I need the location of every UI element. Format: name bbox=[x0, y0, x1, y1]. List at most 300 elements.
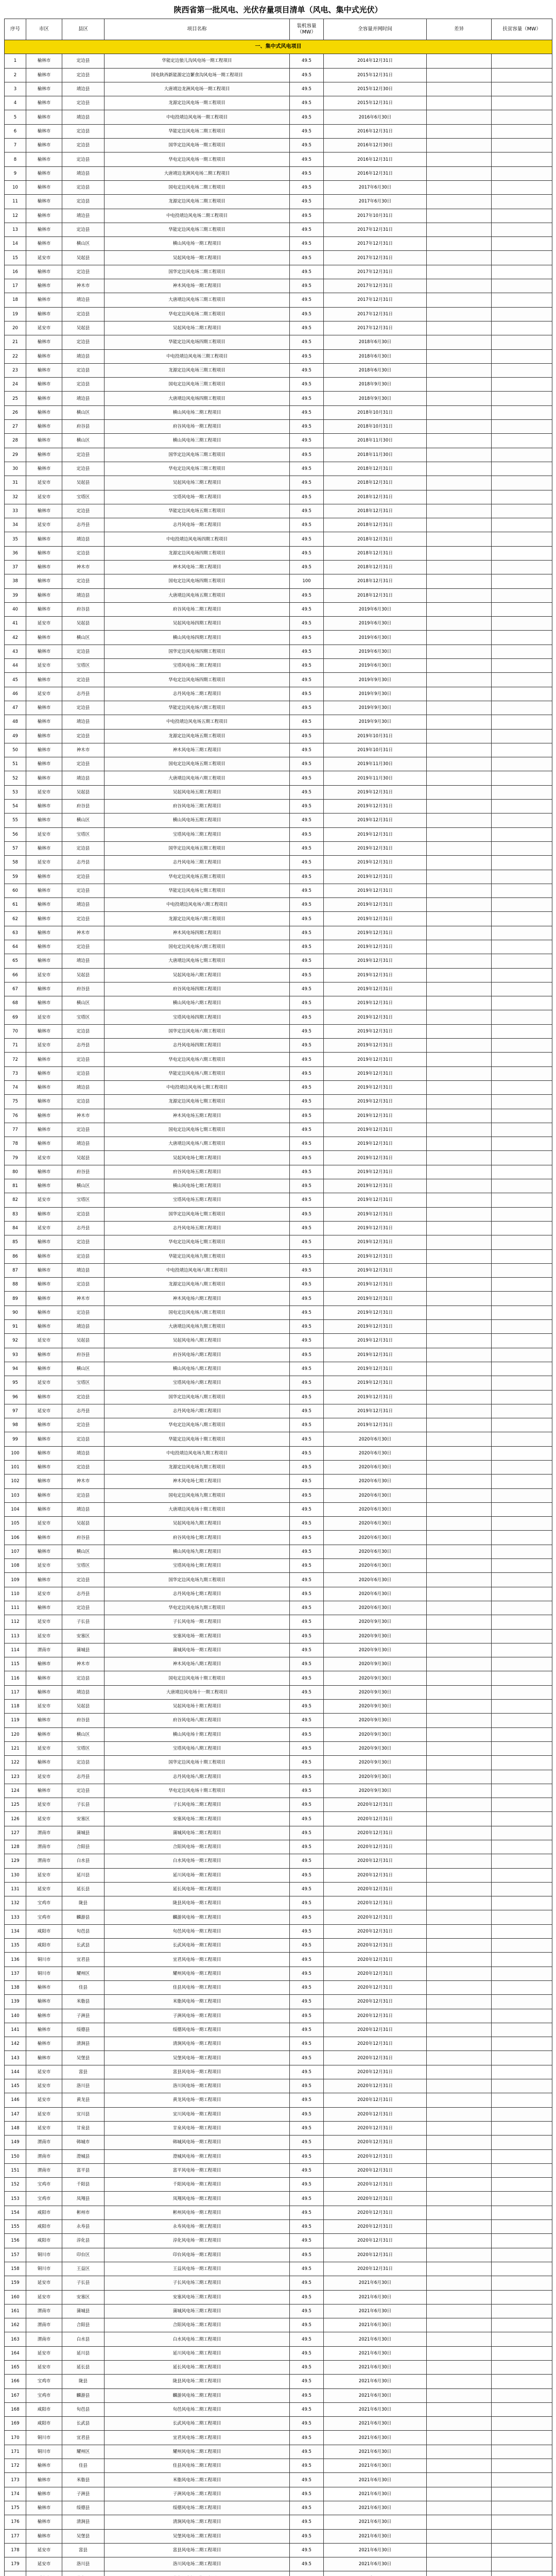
cell-capacity: 49.5 bbox=[290, 279, 324, 293]
table-row bbox=[5, 82, 552, 96]
cell-city: 榆林市 bbox=[26, 898, 62, 912]
cell-project-name: 府谷风电场二期工程项目 bbox=[105, 602, 290, 616]
cell-project-name: 华能定边风电场十期工程项目 bbox=[105, 1432, 290, 1446]
cell-county: 定边县 bbox=[62, 1418, 105, 1432]
cell-project-name: 宜君风电场一期工程项目 bbox=[105, 1953, 290, 1967]
table-row bbox=[5, 1896, 552, 1910]
cell-index: 109 bbox=[5, 1573, 26, 1587]
cell-index: 141 bbox=[5, 2023, 26, 2037]
cell-poverty-capacity bbox=[492, 378, 552, 392]
cell-project-name: 蒲城风电场三期工程项目 bbox=[105, 2304, 290, 2318]
cell-index: 58 bbox=[5, 856, 26, 870]
cell-county: 定边县 bbox=[62, 307, 105, 321]
cell-difference bbox=[427, 1390, 492, 1404]
cell-index: 17 bbox=[5, 279, 26, 293]
cell-capacity: 49.5 bbox=[290, 54, 324, 68]
cell-city: 延安市 bbox=[26, 321, 62, 335]
cell-county: 王益区 bbox=[62, 2262, 105, 2276]
cell-city: 榆林市 bbox=[26, 940, 62, 954]
cell-index: 129 bbox=[5, 1854, 26, 1868]
table-row bbox=[5, 2079, 552, 2093]
cell-county: 定边县 bbox=[62, 180, 105, 194]
cell-index: 99 bbox=[5, 1432, 26, 1446]
table-row bbox=[5, 1221, 552, 1235]
cell-poverty-capacity bbox=[492, 1531, 552, 1545]
cell-difference bbox=[427, 420, 492, 434]
cell-capacity: 49.5 bbox=[290, 1475, 324, 1488]
cell-poverty-capacity bbox=[492, 1010, 552, 1024]
cell-city: 榆林市 bbox=[26, 546, 62, 560]
cell-capacity: 49.5 bbox=[290, 1221, 324, 1235]
cell-difference bbox=[427, 1306, 492, 1319]
cell-difference bbox=[427, 617, 492, 631]
cell-poverty-capacity bbox=[492, 1685, 552, 1699]
cell-county: 定边县 bbox=[62, 96, 105, 110]
cell-index: 169 bbox=[5, 2417, 26, 2431]
cell-difference bbox=[427, 2234, 492, 2248]
cell-difference bbox=[427, 2107, 492, 2121]
cell-difference bbox=[427, 307, 492, 321]
cell-county: 定边县 bbox=[62, 504, 105, 518]
cell-difference bbox=[427, 1854, 492, 1868]
cell-capacity: 49.5 bbox=[290, 1826, 324, 1840]
cell-difference bbox=[427, 2065, 492, 2079]
cell-capacity: 49.5 bbox=[290, 827, 324, 841]
cell-difference bbox=[427, 701, 492, 715]
cell-project-name: 吴起风电场十期工程项目 bbox=[105, 1700, 290, 1714]
cell-grid-time: 2019年12月31日 bbox=[324, 870, 427, 884]
cell-poverty-capacity bbox=[492, 2093, 552, 2107]
table-row bbox=[5, 982, 552, 996]
cell-grid-time: 2019年9月30日 bbox=[324, 687, 427, 701]
cell-grid-time: 2020年9月30日 bbox=[324, 1700, 427, 1714]
table-row bbox=[5, 307, 552, 321]
cell-poverty-capacity bbox=[492, 1179, 552, 1193]
cell-county: 府谷县 bbox=[62, 420, 105, 434]
cell-capacity: 49.5 bbox=[290, 1095, 324, 1109]
cell-capacity: 49.5 bbox=[290, 1756, 324, 1770]
cell-project-name: 宝塔风电场三期工程项目 bbox=[105, 827, 290, 841]
cell-grid-time: 2019年12月31日 bbox=[324, 926, 427, 940]
cell-index: 36 bbox=[5, 546, 26, 560]
cell-project-name: 国电定边风电场七期工程项目 bbox=[105, 1123, 290, 1137]
cell-difference bbox=[427, 1221, 492, 1235]
cell-county: 府谷县 bbox=[62, 982, 105, 996]
cell-project-name: 华电定边风电场一期工程项目 bbox=[105, 152, 290, 166]
cell-poverty-capacity bbox=[492, 2402, 552, 2416]
cell-index: 170 bbox=[5, 2431, 26, 2445]
cell-index: 133 bbox=[5, 1910, 26, 1924]
cell-city: 铜川市 bbox=[26, 2248, 62, 2262]
cell-index: 164 bbox=[5, 2346, 26, 2360]
cell-difference bbox=[427, 1348, 492, 1362]
table-row bbox=[5, 1207, 552, 1221]
cell-county: 神木市 bbox=[62, 1109, 105, 1123]
cell-grid-time: 2020年12月31日 bbox=[324, 1980, 427, 1994]
cell-city: 铜川市 bbox=[26, 2262, 62, 2276]
cell-county: 定边县 bbox=[62, 1053, 105, 1066]
cell-grid-time: 2018年12月31日 bbox=[324, 546, 427, 560]
cell-capacity: 49.5 bbox=[290, 2417, 324, 2431]
table-row bbox=[5, 2431, 552, 2445]
cell-capacity: 49.5 bbox=[290, 2192, 324, 2206]
section-row bbox=[5, 40, 552, 54]
cell-grid-time: 2020年12月31日 bbox=[324, 1840, 427, 1854]
table-row bbox=[5, 2529, 552, 2543]
cell-county: 子长县 bbox=[62, 1615, 105, 1629]
cell-difference bbox=[427, 476, 492, 490]
cell-poverty-capacity bbox=[492, 1475, 552, 1488]
cell-city: 榆林市 bbox=[26, 378, 62, 392]
cell-grid-time: 2019年12月31日 bbox=[324, 1151, 427, 1165]
cell-capacity: 49.5 bbox=[290, 518, 324, 532]
cell-city: 渭南市 bbox=[26, 1643, 62, 1657]
cell-county: 淳化县 bbox=[62, 2234, 105, 2248]
cell-county: 府谷县 bbox=[62, 1714, 105, 1727]
cell-capacity: 49.5 bbox=[290, 1263, 324, 1277]
cell-capacity: 49.5 bbox=[290, 1235, 324, 1249]
cell-project-name: 华能定边风电场五期工程项目 bbox=[105, 504, 290, 518]
table-row bbox=[5, 2543, 552, 2557]
cell-index: 16 bbox=[5, 265, 26, 279]
table-row bbox=[5, 1798, 552, 1812]
table-row bbox=[5, 532, 552, 546]
table-row bbox=[5, 2304, 552, 2318]
cell-county: 吴堡县 bbox=[62, 2051, 105, 2065]
cell-difference bbox=[427, 1362, 492, 1376]
cell-project-name: 国电定边风电场六期工程项目 bbox=[105, 940, 290, 954]
cell-poverty-capacity bbox=[492, 1221, 552, 1235]
table-row bbox=[5, 434, 552, 448]
cell-grid-time: 2021年6月30日 bbox=[324, 2276, 427, 2290]
cell-county: 蒲城县 bbox=[62, 2304, 105, 2318]
cell-project-name: 国华定边风电场五期工程项目 bbox=[105, 841, 290, 855]
table-row bbox=[5, 321, 552, 335]
cell-difference bbox=[427, 954, 492, 968]
cell-project-name: 中电投靖边风电场一期工程项目 bbox=[105, 110, 290, 124]
table-row bbox=[5, 2051, 552, 2065]
cell-grid-time: 2015年12月30日 bbox=[324, 82, 427, 96]
cell-grid-time: 2016年12月31日 bbox=[324, 166, 427, 180]
cell-index: 142 bbox=[5, 2037, 26, 2051]
cell-project-name: 吴起风电场三期工程项目 bbox=[105, 476, 290, 490]
cell-grid-time: 2019年10月31日 bbox=[324, 729, 427, 743]
cell-grid-time: 2020年12月31日 bbox=[324, 1826, 427, 1840]
cell-difference bbox=[427, 1080, 492, 1094]
header-cell-city: 市区 bbox=[26, 19, 62, 40]
cell-grid-time: 2015年12月31日 bbox=[324, 68, 427, 82]
cell-capacity: 49.5 bbox=[290, 1882, 324, 1896]
cell-capacity: 49.5 bbox=[290, 2276, 324, 2290]
cell-capacity: 49.5 bbox=[290, 434, 324, 448]
cell-project-name: 国华定边风电场九期工程项目 bbox=[105, 1573, 290, 1587]
cell-grid-time: 2020年6月30日 bbox=[324, 1502, 427, 1516]
cell-project-name: 国电定边风电场五期工程项目 bbox=[105, 757, 290, 771]
cell-county: 靖边县 bbox=[62, 1446, 105, 1460]
cell-grid-time: 2019年12月31日 bbox=[324, 1334, 427, 1348]
cell-capacity: 49.5 bbox=[290, 2543, 324, 2557]
cell-grid-time: 2020年12月31日 bbox=[324, 2248, 427, 2262]
cell-poverty-capacity bbox=[492, 729, 552, 743]
cell-project-name: 神木风电场二期工程项目 bbox=[105, 560, 290, 574]
cell-index: 98 bbox=[5, 1418, 26, 1432]
cell-capacity: 49.5 bbox=[290, 1292, 324, 1306]
cell-index: 20 bbox=[5, 321, 26, 335]
cell-capacity: 49.5 bbox=[290, 1320, 324, 1334]
cell-grid-time: 2017年12月31日 bbox=[324, 265, 427, 279]
cell-city: 延安市 bbox=[26, 1517, 62, 1531]
cell-project-name: 中电投靖边风电场三期工程项目 bbox=[105, 349, 290, 363]
cell-poverty-capacity bbox=[492, 1573, 552, 1587]
cell-city: 榆林市 bbox=[26, 195, 62, 209]
cell-difference bbox=[427, 139, 492, 152]
cell-project-name: 延长风电场二期工程项目 bbox=[105, 2360, 290, 2374]
cell-county: 定边县 bbox=[62, 1066, 105, 1080]
cell-difference bbox=[427, 1235, 492, 1249]
cell-city: 榆林市 bbox=[26, 870, 62, 884]
cell-county: 旬邑县 bbox=[62, 1924, 105, 1938]
cell-index: 163 bbox=[5, 2332, 26, 2346]
cell-city: 榆林市 bbox=[26, 1446, 62, 1460]
cell-index: 18 bbox=[5, 293, 26, 307]
cell-poverty-capacity bbox=[492, 251, 552, 265]
cell-index: 127 bbox=[5, 1826, 26, 1840]
table-row bbox=[5, 1249, 552, 1263]
cell-grid-time: 2020年12月31日 bbox=[324, 2163, 427, 2177]
table-row bbox=[5, 1123, 552, 1137]
cell-poverty-capacity bbox=[492, 1151, 552, 1165]
cell-poverty-capacity bbox=[492, 2121, 552, 2135]
table-row bbox=[5, 645, 552, 658]
cell-poverty-capacity bbox=[492, 856, 552, 870]
cell-project-name: 延川风电场二期工程项目 bbox=[105, 2346, 290, 2360]
header-cell-difference: 差异 bbox=[427, 19, 492, 40]
cell-index: 121 bbox=[5, 1741, 26, 1755]
cell-grid-time: 2020年6月30日 bbox=[324, 1601, 427, 1615]
cell-poverty-capacity bbox=[492, 1362, 552, 1376]
cell-grid-time: 2019年11月30日 bbox=[324, 771, 427, 785]
cell-difference bbox=[427, 349, 492, 363]
cell-project-name: 佳县风电场二期工程项目 bbox=[105, 2459, 290, 2473]
cell-capacity: 49.5 bbox=[290, 1601, 324, 1615]
cell-city: 榆林市 bbox=[26, 2051, 62, 2065]
table-row bbox=[5, 743, 552, 757]
cell-index: 64 bbox=[5, 940, 26, 954]
cell-index: 3 bbox=[5, 82, 26, 96]
cell-project-name: 神木风电场一期工程项目 bbox=[105, 279, 290, 293]
header-cell-grid-time: 全容量并网时间 bbox=[324, 19, 427, 40]
cell-project-name: 龙源定边风电场五期工程项目 bbox=[105, 729, 290, 743]
cell-index: 8 bbox=[5, 152, 26, 166]
cell-difference bbox=[427, 2571, 492, 2576]
table-row bbox=[5, 771, 552, 785]
cell-city: 渭南市 bbox=[26, 2136, 62, 2149]
cell-county: 清涧县 bbox=[62, 2515, 105, 2529]
cell-city: 榆林市 bbox=[26, 1263, 62, 1277]
cell-city: 榆林市 bbox=[26, 1165, 62, 1179]
cell-project-name: 耀州风电场一期工程项目 bbox=[105, 1967, 290, 1980]
cell-city: 延安市 bbox=[26, 2079, 62, 2093]
cell-capacity: 49.5 bbox=[290, 2065, 324, 2079]
cell-city: 榆林市 bbox=[26, 139, 62, 152]
cell-county: 吴起县 bbox=[62, 1517, 105, 1531]
cell-poverty-capacity bbox=[492, 1756, 552, 1770]
cell-city: 榆林市 bbox=[26, 1320, 62, 1334]
cell-project-name: 中电投靖边风电场六期工程项目 bbox=[105, 898, 290, 912]
cell-difference bbox=[427, 729, 492, 743]
cell-capacity: 49.5 bbox=[290, 2459, 324, 2473]
cell-index: 25 bbox=[5, 392, 26, 405]
cell-city: 延安市 bbox=[26, 2276, 62, 2290]
project-table bbox=[4, 19, 552, 2576]
cell-project-name: 志丹风电场八期工程项目 bbox=[105, 1770, 290, 1784]
cell-project-name: 府谷风电场七期工程项目 bbox=[105, 1531, 290, 1545]
cell-city: 延安市 bbox=[26, 251, 62, 265]
cell-county: 定边县 bbox=[62, 1432, 105, 1446]
cell-city: 榆林市 bbox=[26, 96, 62, 110]
cell-poverty-capacity bbox=[492, 785, 552, 799]
cell-grid-time: 2019年9月30日 bbox=[324, 673, 427, 687]
cell-grid-time: 2020年12月31日 bbox=[324, 2121, 427, 2135]
cell-capacity: 49.5 bbox=[290, 673, 324, 687]
cell-difference bbox=[427, 405, 492, 419]
table-row bbox=[5, 1882, 552, 1896]
cell-county: 彬州市 bbox=[62, 2206, 105, 2219]
cell-grid-time: 2019年12月31日 bbox=[324, 1221, 427, 1235]
cell-difference bbox=[427, 1615, 492, 1629]
cell-grid-time: 2017年12月31日 bbox=[324, 307, 427, 321]
cell-city: 榆林市 bbox=[26, 307, 62, 321]
table-row bbox=[5, 2065, 552, 2079]
table-row bbox=[5, 841, 552, 855]
cell-poverty-capacity bbox=[492, 2557, 552, 2571]
cell-project-name: 宝塔风电场七期工程项目 bbox=[105, 1559, 290, 1573]
cell-poverty-capacity bbox=[492, 434, 552, 448]
cell-index: 90 bbox=[5, 1306, 26, 1319]
page bbox=[4, 4, 552, 2576]
cell-capacity: 49.5 bbox=[290, 1953, 324, 1967]
cell-poverty-capacity bbox=[492, 420, 552, 434]
cell-index: 156 bbox=[5, 2234, 26, 2248]
cell-difference bbox=[427, 251, 492, 265]
cell-poverty-capacity bbox=[492, 1882, 552, 1896]
cell-grid-time: 2018年10月31日 bbox=[324, 405, 427, 419]
table-row bbox=[5, 827, 552, 841]
cell-capacity: 49.5 bbox=[290, 687, 324, 701]
cell-difference bbox=[427, 1798, 492, 1812]
cell-index: 140 bbox=[5, 2009, 26, 2023]
cell-city: 咸阳市 bbox=[26, 2402, 62, 2416]
cell-index: 124 bbox=[5, 1784, 26, 1798]
cell-capacity: 49.5 bbox=[290, 1390, 324, 1404]
cell-poverty-capacity bbox=[492, 1980, 552, 1994]
cell-difference bbox=[427, 1953, 492, 1967]
cell-poverty-capacity bbox=[492, 2206, 552, 2219]
cell-grid-time: 2019年12月31日 bbox=[324, 814, 427, 827]
cell-project-name: 华电定边风电场三期工程项目 bbox=[105, 462, 290, 476]
cell-poverty-capacity bbox=[492, 1249, 552, 1263]
cell-difference bbox=[427, 1165, 492, 1179]
cell-poverty-capacity bbox=[492, 814, 552, 827]
cell-city: 榆林市 bbox=[26, 729, 62, 743]
cell-project-name: 国华定边风电场三期工程项目 bbox=[105, 448, 290, 462]
cell-difference bbox=[427, 968, 492, 982]
cell-grid-time: 2017年12月31日 bbox=[324, 321, 427, 335]
cell-capacity: 49.5 bbox=[290, 180, 324, 194]
cell-index: 70 bbox=[5, 1024, 26, 1038]
cell-city: 榆林市 bbox=[26, 124, 62, 138]
cell-difference bbox=[427, 1629, 492, 1643]
cell-poverty-capacity bbox=[492, 1263, 552, 1277]
cell-capacity: 49.5 bbox=[290, 617, 324, 631]
cell-grid-time: 2017年12月31日 bbox=[324, 279, 427, 293]
cell-index: 7 bbox=[5, 139, 26, 152]
cell-project-name: 国华定边风电场二期工程项目 bbox=[105, 265, 290, 279]
cell-city: 咸阳市 bbox=[26, 2417, 62, 2431]
cell-city: 榆林市 bbox=[26, 1601, 62, 1615]
cell-county: 志丹县 bbox=[62, 687, 105, 701]
cell-capacity: 49.5 bbox=[290, 2346, 324, 2360]
cell-difference bbox=[427, 2037, 492, 2051]
cell-project-name: 横山风电场四期工程项目 bbox=[105, 631, 290, 645]
cell-grid-time: 2021年6月30日 bbox=[324, 2529, 427, 2543]
cell-grid-time: 2017年6月30日 bbox=[324, 195, 427, 209]
cell-grid-time: 2019年12月31日 bbox=[324, 1137, 427, 1151]
table-row bbox=[5, 729, 552, 743]
cell-difference bbox=[427, 785, 492, 799]
cell-city: 榆林市 bbox=[26, 434, 62, 448]
cell-poverty-capacity bbox=[492, 405, 552, 419]
cell-capacity: 49.5 bbox=[290, 954, 324, 968]
cell-project-name: 府谷风电场六期工程项目 bbox=[105, 1348, 290, 1362]
cell-capacity: 49.5 bbox=[290, 1249, 324, 1263]
cell-grid-time: 2020年12月31日 bbox=[324, 2093, 427, 2107]
cell-county: 靖边县 bbox=[62, 209, 105, 223]
cell-capacity: 49.5 bbox=[290, 982, 324, 996]
cell-county: 靖边县 bbox=[62, 293, 105, 307]
table-row bbox=[5, 1446, 552, 1460]
cell-grid-time: 2018年12月31日 bbox=[324, 532, 427, 546]
cell-project-name: 国电陕西新能源定边繁食沟风电场一期工程项目 bbox=[105, 68, 290, 82]
cell-poverty-capacity bbox=[492, 968, 552, 982]
cell-capacity: 100 bbox=[290, 574, 324, 588]
cell-project-name: 王益风电场一期工程项目 bbox=[105, 2262, 290, 2276]
cell-capacity: 49.5 bbox=[290, 1727, 324, 1741]
cell-capacity: 49.5 bbox=[290, 2121, 324, 2135]
table-row bbox=[5, 1629, 552, 1643]
cell-index: 135 bbox=[5, 1939, 26, 1953]
cell-index: 120 bbox=[5, 1727, 26, 1741]
cell-difference bbox=[427, 715, 492, 729]
cell-grid-time: 2019年12月31日 bbox=[324, 1165, 427, 1179]
cell-grid-time: 2019年6月30日 bbox=[324, 631, 427, 645]
cell-poverty-capacity bbox=[492, 476, 552, 490]
cell-city: 榆林市 bbox=[26, 1235, 62, 1249]
cell-difference bbox=[427, 2431, 492, 2445]
cell-grid-time: 2019年12月31日 bbox=[324, 982, 427, 996]
table-row bbox=[5, 1488, 552, 1502]
cell-poverty-capacity bbox=[492, 1292, 552, 1306]
cell-grid-time: 2021年6月30日 bbox=[324, 2402, 427, 2416]
cell-grid-time: 2016年12月31日 bbox=[324, 152, 427, 166]
cell-city: 榆林市 bbox=[26, 1095, 62, 1109]
cell-index: 69 bbox=[5, 1010, 26, 1024]
cell-poverty-capacity bbox=[492, 532, 552, 546]
cell-difference bbox=[427, 2121, 492, 2135]
table-row bbox=[5, 2037, 552, 2051]
cell-index: 4 bbox=[5, 96, 26, 110]
cell-county: 宝塔区 bbox=[62, 1741, 105, 1755]
